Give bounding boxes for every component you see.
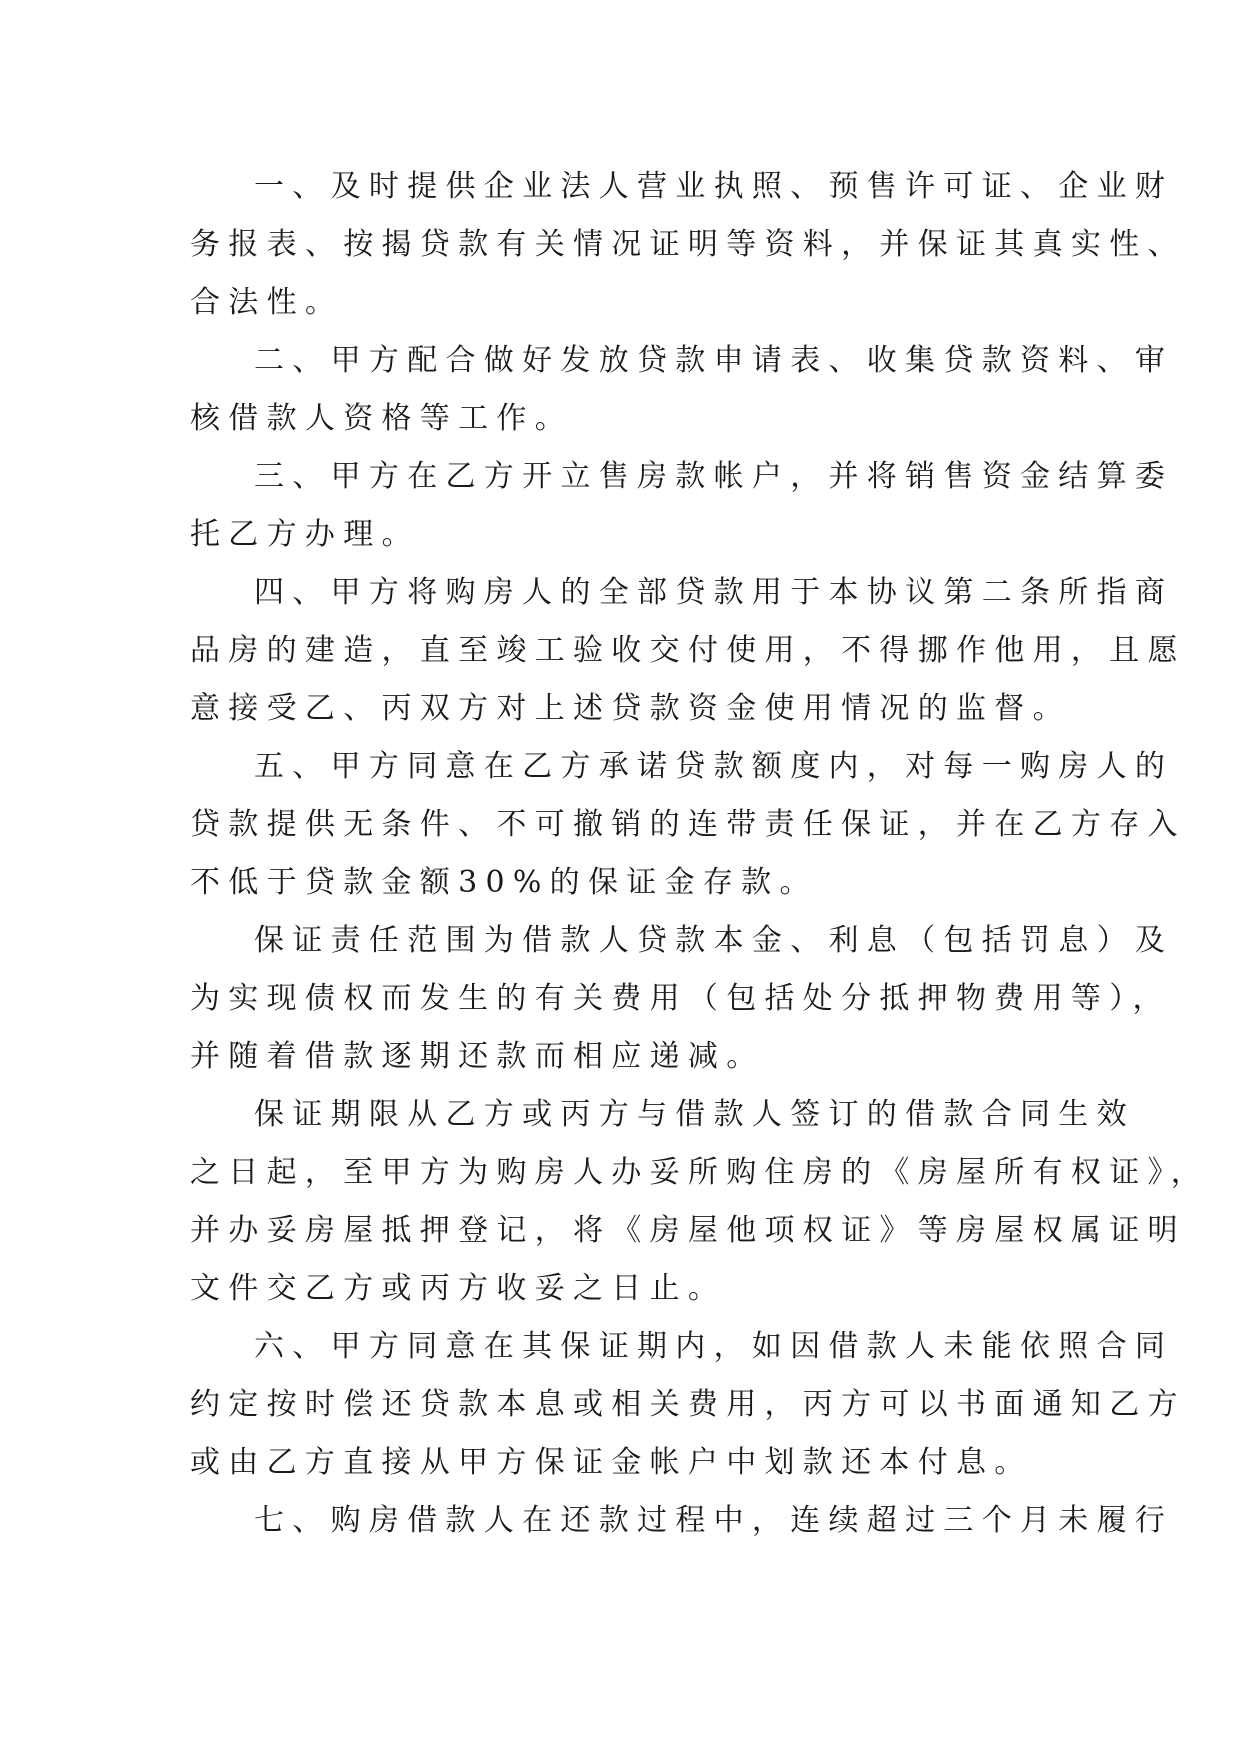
paragraph-8-line-3: 或由乙方直接从甲方保证金帐户中划款还本付息。 [190,1445,1033,1480]
paragraph-1-line-2: 务报表、按揭贷款有关情况证明等资料，并保证其真实性、 [190,227,1186,262]
paragraph-6-line-2: 为实现债权而发生的有关费用（包括处分抵押物费用等）， [190,981,1171,1016]
paragraph-3-line-2: 托乙方办理。 [190,517,420,552]
paragraph-3-line-1: 三、甲方在乙方开立售房款帐户，并将销售资金结算委 [254,459,1174,494]
paragraph-6-line-1: 保证责任范围为借款人贷款本金、利息（包括罚息）及 [254,923,1174,958]
paragraph-4-line-3: 意接受乙、丙双方对上述贷款资金使用情况的监督。 [190,691,1071,726]
paragraph-2-line-2: 核借款人资格等工作。 [190,401,573,436]
paragraph-2-line-1: 二、甲方配合做好发放贷款申请表、收集贷款资料、审 [254,343,1174,378]
paragraph-5-line-1: 五、甲方同意在乙方承诺贷款额度内，对每一购房人的 [254,749,1174,784]
paragraph-4-line-2: 品房的建造，直至竣工验收交付使用，不得挪作他用，且愿 [190,633,1186,668]
paragraph-1-line-1: 一、及时提供企业法人营业执照、预售许可证、企业财 [254,169,1174,204]
document-body [190,158,1210,1550]
paragraph-5-line-3: 不低于贷款金额30%的保证金存款。 [190,865,818,900]
paragraph-7-line-4: 文件交乙方或丙方收妥之日止。 [190,1271,727,1306]
paragraph-9-line-1: 七、购房借款人在还款过程中，连续超过三个月未履行 [254,1503,1174,1538]
paragraph-7-line-2: 之日起，至甲方为购房人办妥所购住房的《房屋所有权证》， [190,1155,1210,1190]
paragraph-8-line-1: 六、甲方同意在其保证期内，如因借款人未能依照合同 [254,1329,1174,1364]
paragraph-6-line-3: 并随着借款逐期还款而相应递减。 [190,1039,765,1074]
paragraph-4-line-1: 四、甲方将购房人的全部贷款用于本协议第二条所指商 [254,575,1174,610]
paragraph-7-line-3: 并办妥房屋抵押登记，将《房屋他项权证》等房屋权属证明 [190,1213,1186,1248]
paragraph-1-line-3: 合法性。 [190,285,344,320]
paragraph-8-line-2: 约定按时偿还贷款本息或相关费用，丙方可以书面通知乙方 [190,1387,1186,1422]
paragraph-7-line-1: 保证期限从乙方或丙方与借款人签订的借款合同生效 [254,1097,1135,1132]
paragraph-5-line-2: 贷款提供无条件、不可撤销的连带责任保证，并在乙方存入 [190,807,1186,842]
